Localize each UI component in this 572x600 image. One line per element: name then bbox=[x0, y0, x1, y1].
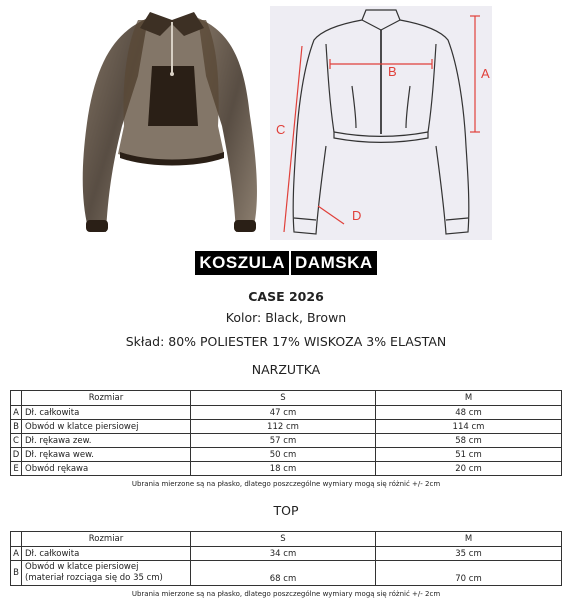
row-m-value: 48 cm bbox=[376, 406, 562, 420]
header-s-cell: S bbox=[191, 532, 376, 547]
top-measurement-note: Ubrania mierzone są na płasko, dlatego poszczególne wymiary mogą się różnić +/- 2cm bbox=[131, 590, 441, 598]
row-code: E bbox=[11, 462, 22, 476]
jacket-size-table bbox=[10, 390, 562, 476]
measurement-diagram bbox=[270, 6, 492, 240]
row-s-value: 57 cm bbox=[191, 434, 376, 448]
jacket-section-title: NARZUTKA bbox=[251, 362, 321, 377]
header-size-cell: Rozmiar bbox=[22, 391, 191, 406]
row-s-value: 47 cm bbox=[191, 406, 376, 420]
row-m-value: 51 cm bbox=[376, 448, 562, 462]
row-name: Obwód rękawa bbox=[22, 462, 191, 476]
row-code: B bbox=[11, 420, 22, 434]
row-name: Dł. całkowita bbox=[22, 547, 191, 561]
header-m-cell: M bbox=[376, 391, 562, 406]
row-name: Obwód w klatce piersiowej bbox=[22, 420, 191, 434]
row-s-value: 68 cm bbox=[191, 561, 376, 586]
row-m-value: 20 cm bbox=[376, 462, 562, 476]
diagram-label-a: A bbox=[481, 66, 490, 81]
header-s-cell: S bbox=[191, 391, 376, 406]
table-header-row bbox=[11, 391, 562, 406]
composition-line: Skład: 80% POLIESTER 17% WISKOZA 3% ELASTAN bbox=[125, 334, 447, 349]
row-code: D bbox=[11, 448, 22, 462]
diagram-label-b: B bbox=[388, 64, 397, 79]
row-m-value: 114 cm bbox=[376, 420, 562, 434]
table-row bbox=[11, 420, 562, 434]
table-row bbox=[11, 462, 562, 476]
table-header-row bbox=[11, 532, 562, 547]
row-name: Dł. całkowita bbox=[22, 406, 191, 420]
product-photo bbox=[78, 6, 266, 240]
case-code: CASE 2026 bbox=[248, 289, 324, 304]
row-s-value: 112 cm bbox=[191, 420, 376, 434]
row-code: A bbox=[11, 547, 22, 561]
table-row bbox=[11, 561, 562, 586]
header-code-cell bbox=[11, 532, 22, 547]
row-name-line-1: Obwód w klatce piersiowej bbox=[25, 562, 139, 572]
top-size-table bbox=[10, 531, 562, 586]
header-code-cell bbox=[11, 391, 22, 406]
row-name: Dł. rękawa zew. bbox=[22, 434, 191, 448]
row-s-value: 50 cm bbox=[191, 448, 376, 462]
table-row bbox=[11, 547, 562, 561]
row-s-value: 18 cm bbox=[191, 462, 376, 476]
dimension-a bbox=[470, 16, 480, 132]
heading-word-2: DAMSKA bbox=[291, 251, 377, 275]
row-s-value: 34 cm bbox=[191, 547, 376, 561]
diagram-label-c: C bbox=[276, 122, 286, 137]
row-name: Dł. rękawa wew. bbox=[22, 448, 191, 462]
table-row bbox=[11, 434, 562, 448]
top-section-title: TOP bbox=[273, 503, 299, 518]
header-size-cell: Rozmiar bbox=[22, 532, 191, 547]
row-code: A bbox=[11, 406, 22, 420]
table-row bbox=[11, 448, 562, 462]
header-m-cell: M bbox=[376, 532, 562, 547]
table-row bbox=[11, 406, 562, 420]
jacket-measurement-note: Ubrania mierzone są na płasko, dlatego poszczególne wymiary mogą się różnić +/- 2cm bbox=[131, 480, 441, 488]
row-name-line-2: (materiał rozciąga się do 35 cm) bbox=[25, 573, 163, 583]
row-m-value: 58 cm bbox=[376, 434, 562, 448]
diagram-label-d: D bbox=[352, 208, 362, 223]
color-line: Kolor: Black, Brown bbox=[225, 310, 347, 325]
row-code: C bbox=[11, 434, 22, 448]
row-m-value: 35 cm bbox=[376, 547, 562, 561]
heading-word-1: KOSZULA bbox=[195, 251, 289, 275]
row-code: B bbox=[11, 561, 22, 586]
product-heading bbox=[0, 251, 572, 275]
row-m-value: 70 cm bbox=[376, 561, 562, 586]
dimension-d bbox=[318, 206, 344, 224]
